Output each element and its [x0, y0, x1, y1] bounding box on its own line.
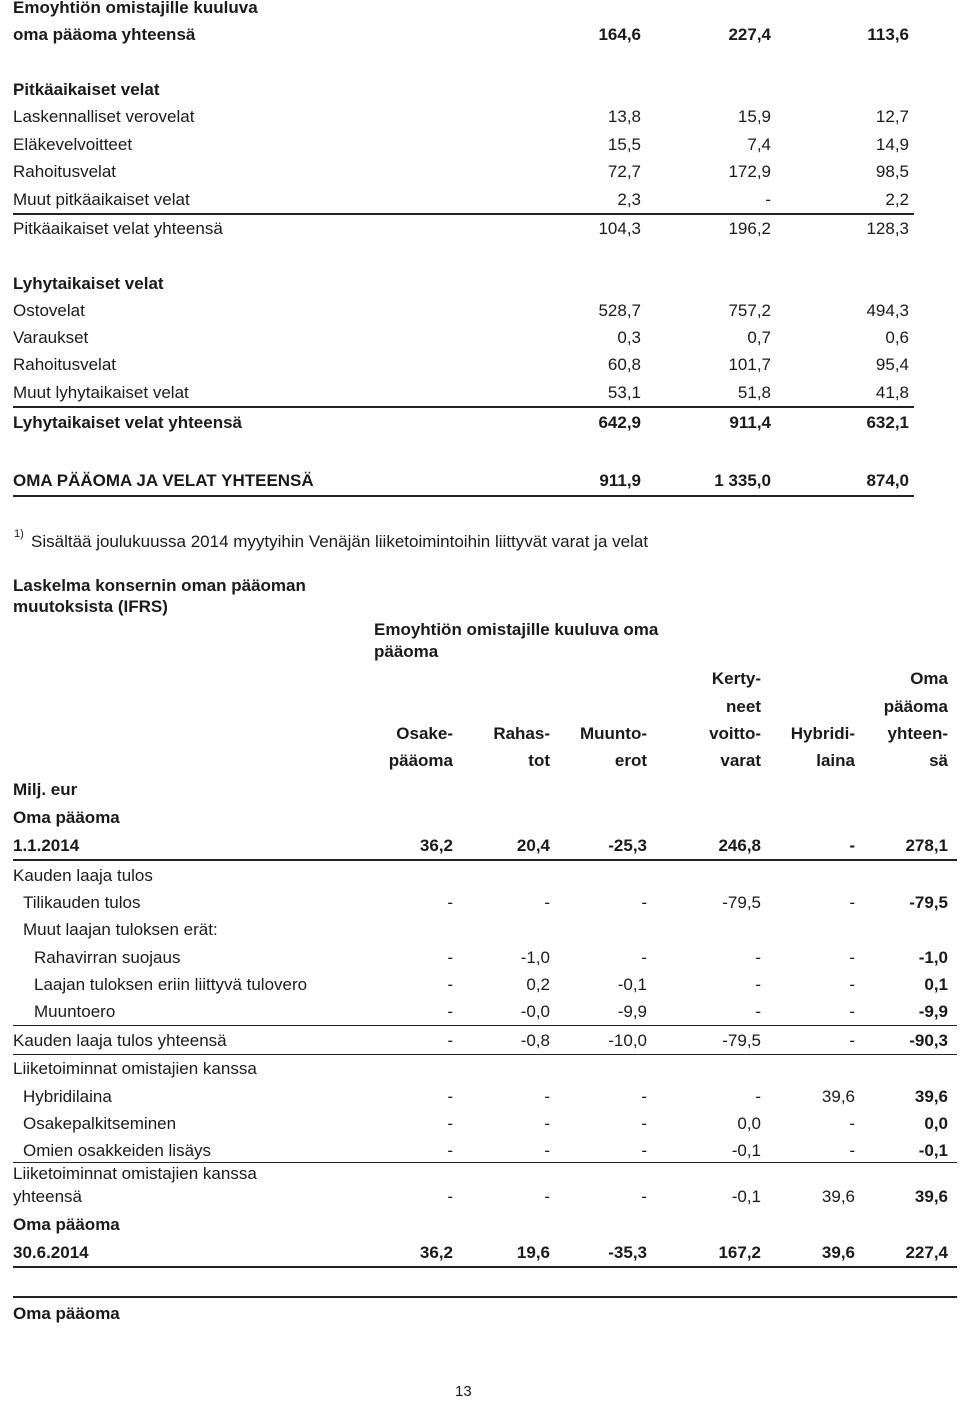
row-label: Laajan tuloksen eriin liittyvä tulovero	[34, 975, 308, 994]
long-term-row-value: -	[765, 190, 771, 209]
short-term-total-row-value: 911,4	[729, 413, 771, 432]
closing-balance-label: Oma pääoma	[13, 1215, 120, 1234]
row-label: Osakepalkitseminen	[23, 1114, 177, 1133]
equity-cell: 36,2	[419, 836, 453, 855]
row-label: Muuntoero	[34, 1002, 116, 1021]
equity-cell: -	[849, 893, 855, 912]
column-header: erot	[614, 751, 647, 770]
long-term-row-value: 172,9	[728, 162, 771, 181]
equity-cell: -	[544, 1187, 550, 1206]
column-header: sä	[929, 751, 948, 770]
grand-total-row-value: 1 335,0	[714, 471, 771, 490]
equity-cell: -1,0	[918, 948, 948, 967]
column-header: Hybridi-	[790, 724, 855, 743]
column-header: Oma	[910, 669, 948, 688]
equity-cell: -	[641, 1087, 647, 1106]
row-heading: Kauden laaja tulos	[13, 866, 153, 885]
long-term-row-label: Eläkevelvoitteet	[13, 135, 133, 154]
long-term-row-value: 72,7	[607, 162, 641, 181]
equity-cell: 278,1	[905, 836, 948, 855]
equity-cell: -	[849, 975, 855, 994]
equity-cell: -	[641, 893, 647, 912]
equity-cell: -0,1	[617, 975, 647, 994]
equity-cell: -	[641, 1141, 647, 1160]
section-rule	[13, 1296, 957, 1298]
short-term-row-value: 53,1	[607, 383, 641, 402]
column-header: pääoma	[883, 697, 948, 716]
equity-cell: -25,3	[608, 836, 647, 855]
subtotal-rule	[13, 1162, 957, 1163]
equity-cell: 39,6	[821, 1087, 855, 1106]
equity-cell: -	[544, 893, 550, 912]
long-term-total-row-value: 196,2	[728, 219, 771, 238]
short-term-row-value: 528,7	[598, 301, 641, 320]
column-group-header: pääoma	[374, 642, 439, 661]
equity-cell: -0,8	[520, 1031, 550, 1050]
footnote-marker: 1)	[14, 528, 24, 540]
equity-cell: -79,5	[722, 1031, 761, 1050]
equity-cell: -	[849, 1002, 855, 1021]
equity-cell: -1,0	[520, 948, 550, 967]
column-header: varat	[720, 751, 761, 770]
equity-cell: -	[447, 1141, 453, 1160]
equity-cell: -	[447, 1087, 453, 1106]
page-number: 13	[455, 1383, 472, 1400]
column-header: Kerty-	[711, 669, 761, 688]
long-term-row-value: 15,5	[607, 135, 641, 154]
equity-cell: -35,3	[608, 1243, 647, 1262]
long-term-row-value: 98,5	[875, 162, 909, 181]
row-heading: Liiketoiminnat omistajien kanssa	[13, 1059, 257, 1078]
footnote-text: Sisältää joulukuussa 2014 myytyihin Venäjän liiketoimintoihin liittyvät varat ja velat	[31, 532, 649, 551]
short-term-row-value: 101,7	[728, 355, 771, 374]
equity-cell: 0,1	[924, 975, 948, 994]
short-term-row-label: Rahoitusvelat	[13, 355, 117, 374]
row-heading: Muut laajan tuloksen erät:	[23, 920, 218, 939]
equity-cell: 39,6	[914, 1187, 948, 1206]
grand-total-rule	[13, 495, 914, 497]
section-heading: Pitkäaikaiset velat	[13, 80, 160, 99]
short-term-row-value: 0,3	[617, 328, 641, 347]
long-term-row-value: 2,2	[885, 190, 909, 209]
equity-cell: 39,6	[821, 1187, 855, 1206]
short-term-row-label: Varaukset	[13, 328, 89, 347]
column-group-header: Emoyhtiön omistajille kuuluva oma	[374, 620, 659, 639]
column-header: laina	[816, 751, 855, 770]
short-term-row-label: Muut lyhytaikaiset velat	[13, 383, 189, 402]
long-term-row-value: 15,9	[737, 107, 771, 126]
equity-cell: -	[755, 1002, 761, 1021]
short-term-row-value: 0,7	[747, 328, 771, 347]
equity-cell: 0,0	[924, 1114, 948, 1133]
total-equity-row-value: 164,6	[598, 25, 641, 44]
table-title: muutoksista (IFRS)	[13, 597, 168, 616]
closing-balance-label: 30.6.2014	[13, 1243, 89, 1262]
equity-cell: -0,1	[918, 1141, 948, 1160]
equity-cell: -10,0	[608, 1031, 647, 1050]
row-label: Kauden laaja tulos yhteensä	[13, 1031, 227, 1050]
equity-cell: -90,3	[909, 1031, 948, 1050]
equity-cell: -	[755, 1087, 761, 1106]
equity-cell: -79,5	[909, 893, 948, 912]
equity-cell: -	[849, 948, 855, 967]
column-header: pääoma	[388, 751, 453, 770]
row-label: Omien osakkeiden lisäys	[23, 1141, 212, 1160]
short-term-row-value: 41,8	[875, 383, 909, 402]
equity-cell: 20,4	[516, 836, 550, 855]
column-header: neet	[726, 697, 761, 716]
short-term-total-row-value: 642,9	[598, 413, 641, 432]
subtotal-rule	[13, 1054, 957, 1055]
short-term-total-row-label: Lyhytaikaiset velat yhteensä	[13, 413, 242, 432]
long-term-row-value: 13,8	[607, 107, 641, 126]
column-header: voitto-	[709, 724, 761, 743]
opening-balance-label: Oma pääoma	[13, 808, 120, 827]
long-term-row-label: Laskennalliset verovelat	[13, 107, 195, 126]
equity-cell: -	[447, 1002, 453, 1021]
header-rule	[13, 859, 957, 861]
long-term-row-value: 7,4	[747, 135, 771, 154]
equity-cell: -	[447, 1031, 453, 1050]
grand-total-row-label: OMA PÄÄOMA JA VELAT YHTEENSÄ	[13, 471, 314, 490]
equity-cell: -	[755, 975, 761, 994]
long-term-row-label: Rahoitusvelat	[13, 162, 117, 181]
equity-cell: -	[849, 836, 855, 855]
short-term-row-value: 95,4	[875, 355, 909, 374]
equity-cell: -	[849, 1141, 855, 1160]
equity-cell: -	[641, 948, 647, 967]
short-term-row-value: 494,3	[866, 301, 909, 320]
long-term-total-row-value: 104,3	[598, 219, 641, 238]
equity-cell: -79,5	[722, 893, 761, 912]
equity-cell: 167,2	[718, 1243, 761, 1262]
equity-cell: -9,9	[617, 1002, 647, 1021]
column-header: Osake-	[396, 724, 453, 743]
row-label: yhteensä	[13, 1187, 82, 1206]
equity-cell: -0,0	[520, 1002, 550, 1021]
row-label: Hybridilaina	[23, 1087, 112, 1106]
equity-cell: 246,8	[718, 836, 761, 855]
column-header: Muunto-	[579, 724, 647, 743]
long-term-row-value: 2,3	[617, 190, 641, 209]
total-equity-row-label: oma pääoma yhteensä	[13, 25, 196, 44]
equity-cell: 0,2	[526, 975, 550, 994]
equity-cell: -	[755, 948, 761, 967]
short-term-row-value: 0,6	[885, 328, 909, 347]
grand-total-row-value: 911,9	[599, 471, 641, 490]
equity-cell: 0,0	[737, 1114, 761, 1133]
section-heading: Emoyhtiön omistajille kuuluva	[13, 0, 258, 17]
row-label: Tilikauden tulos	[23, 893, 141, 912]
subtotal-rule	[13, 406, 914, 408]
equity-cell: -	[641, 1114, 647, 1133]
equity-cell: -	[447, 893, 453, 912]
long-term-row-value: 12,7	[875, 107, 909, 126]
equity-cell: -0,1	[731, 1187, 761, 1206]
equity-cell: -	[544, 1087, 550, 1106]
equity-cell: -	[849, 1031, 855, 1050]
column-header: tot	[528, 751, 550, 770]
opening-balance-label: 1.1.2014	[13, 836, 80, 855]
long-term-total-row-label: Pitkäaikaiset velat yhteensä	[13, 219, 223, 238]
grand-total-row-value: 874,0	[866, 471, 909, 490]
subtotal-rule	[13, 1025, 957, 1026]
short-term-total-row-value: 632,1	[866, 413, 909, 432]
short-term-row-value: 757,2	[728, 301, 771, 320]
total-equity-row-value: 113,6	[867, 25, 909, 44]
equity-cell: -	[544, 1141, 550, 1160]
equity-cell: -	[544, 1114, 550, 1133]
equity-cell: -	[447, 975, 453, 994]
unit-label: Milj. eur	[13, 780, 78, 799]
equity-cell: 39,6	[821, 1243, 855, 1262]
equity-cell: -	[447, 1187, 453, 1206]
equity-cell: -	[849, 1114, 855, 1133]
short-term-row-value: 60,8	[607, 355, 641, 374]
equity-cell: -	[447, 1114, 453, 1133]
row-label: Liiketoiminnat omistajien kanssa	[13, 1164, 257, 1183]
equity-cell: 227,4	[905, 1243, 948, 1262]
equity-cell: -9,9	[918, 1002, 948, 1021]
column-header: Rahas-	[493, 724, 550, 743]
equity-cell: -0,1	[731, 1141, 761, 1160]
subtotal-rule	[13, 213, 914, 215]
equity-cell: 39,6	[914, 1087, 948, 1106]
table-title: Laskelma konsernin oman pääoman	[13, 576, 306, 595]
column-header: yhteen-	[887, 724, 948, 743]
short-term-row-label: Ostovelat	[13, 301, 85, 320]
section-heading: Oma pääoma	[13, 1304, 120, 1323]
long-term-row-value: 14,9	[875, 135, 909, 154]
long-term-row-label: Muut pitkäaikaiset velat	[13, 190, 190, 209]
row-label: Rahavirran suojaus	[34, 948, 181, 967]
total-equity-row-value: 227,4	[728, 25, 771, 44]
closing-rule	[13, 1266, 957, 1268]
equity-cell: 36,2	[419, 1243, 453, 1262]
section-heading: Lyhytaikaiset velat	[13, 274, 164, 293]
equity-cell: 19,6	[516, 1243, 550, 1262]
equity-cell: -	[447, 948, 453, 967]
long-term-total-row-value: 128,3	[866, 219, 909, 238]
short-term-row-value: 51,8	[737, 383, 771, 402]
equity-cell: -	[641, 1187, 647, 1206]
